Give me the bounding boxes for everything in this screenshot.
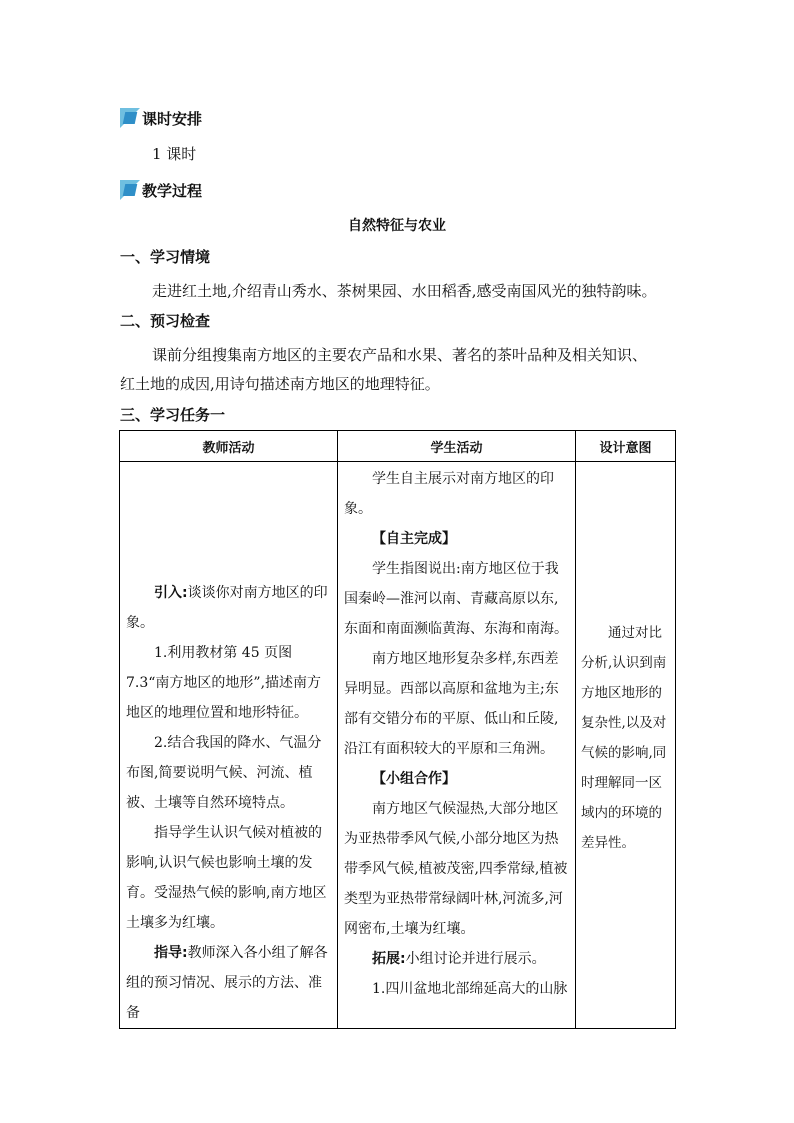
table-body-row: [120, 462, 676, 1029]
student-p2: 学生指图说出:南方地区位于我国秦岭—淮河以南、青藏高原以东,东面和南面濒临黄海、东海和南海。: [344, 561, 568, 637]
task-table: [119, 430, 676, 1029]
student-p5: 1.四川盆地北部绵延高大的山脉: [372, 981, 568, 997]
student-p1: 学生自主展示对南方地区的印象。: [344, 471, 554, 517]
teacher-guide-2: 指导:教师深入各小组了解各组的预习情况、展示的方法、准备: [126, 945, 328, 1021]
part3-heading: 三、学习任务一: [120, 406, 226, 424]
schedule-content: 1 课时: [152, 145, 197, 163]
section-process-title: 教学过程: [142, 181, 203, 200]
teacher-activity-cell: [120, 462, 338, 1029]
table-header-row: [120, 431, 676, 462]
section-badge-icon: [120, 108, 140, 128]
student-p4: 南方地区气候湿热,大部分地区为亚热带季风气候,小部分地区为热带季风气候,植被茂密,四季常绿,植被类型为亚热带常绿阔叶林,河流多,河网密布,土壤为红壤。: [344, 801, 568, 937]
document-title: 自然特征与农业: [348, 218, 446, 234]
teacher-intro: 引入:谈谈你对南方地区的印象。: [126, 585, 328, 631]
section-schedule-header: [120, 107, 202, 129]
student-label-group: 【小组合作】: [372, 771, 456, 787]
section-process-header: [120, 179, 202, 201]
design-intent-cell: [576, 462, 676, 1029]
header-student: 学生活动: [338, 431, 576, 462]
section-schedule-title: 课时安排: [142, 109, 203, 128]
part1-text: 走进红土地,介绍青山秀水、茶树果园、水田稻香,感受南国风光的独特韵味。: [152, 282, 657, 300]
student-p3: 南方地区地形复杂多样,东西差异明显。西部以高原和盆地为主;东部有交错分布的平原、低山和丘陵,沿江有面积较大的平原和三角洲。: [344, 651, 559, 757]
part2-heading: 二、预习检查: [120, 312, 211, 330]
part1-heading: 一、学习情境: [120, 248, 211, 266]
student-label-self: 【自主完成】: [372, 531, 456, 547]
teacher-item-2: 2.结合我国的降水、气温分布图,简要说明气候、河流、植被、土壤等自然环境特点。: [126, 735, 322, 811]
teacher-guide: 指导学生认识气候对植被的影响,认识气候也影响土壤的发育。受湿热气候的影响,南方地区土壤多为红壤。: [126, 825, 327, 931]
design-text: 通过对比分析,认识到南方地区地形的复杂性,以及对气候的影响,同时理解同一区域内的环境的差异性。: [581, 625, 667, 851]
header-teacher: 教师活动: [120, 431, 338, 462]
student-activity-cell: [338, 462, 576, 1029]
student-extension: 拓展:小组讨论并进行展示。: [372, 951, 546, 967]
header-design: 设计意图: [576, 431, 676, 462]
part2-line-2: 红土地的成因,用诗句描述南方地区的地理特征。: [120, 375, 440, 393]
teacher-item-1: 1.利用教材第 45 页图 7.3“南方地区的地形”,描述南方地区的地理位置和地形特征。: [126, 645, 322, 721]
part2-line-1: 课前分组搜集南方地区的主要农产品和水果、著名的茶叶品种及相关知识、: [152, 346, 648, 364]
section-badge-icon: [120, 180, 140, 200]
